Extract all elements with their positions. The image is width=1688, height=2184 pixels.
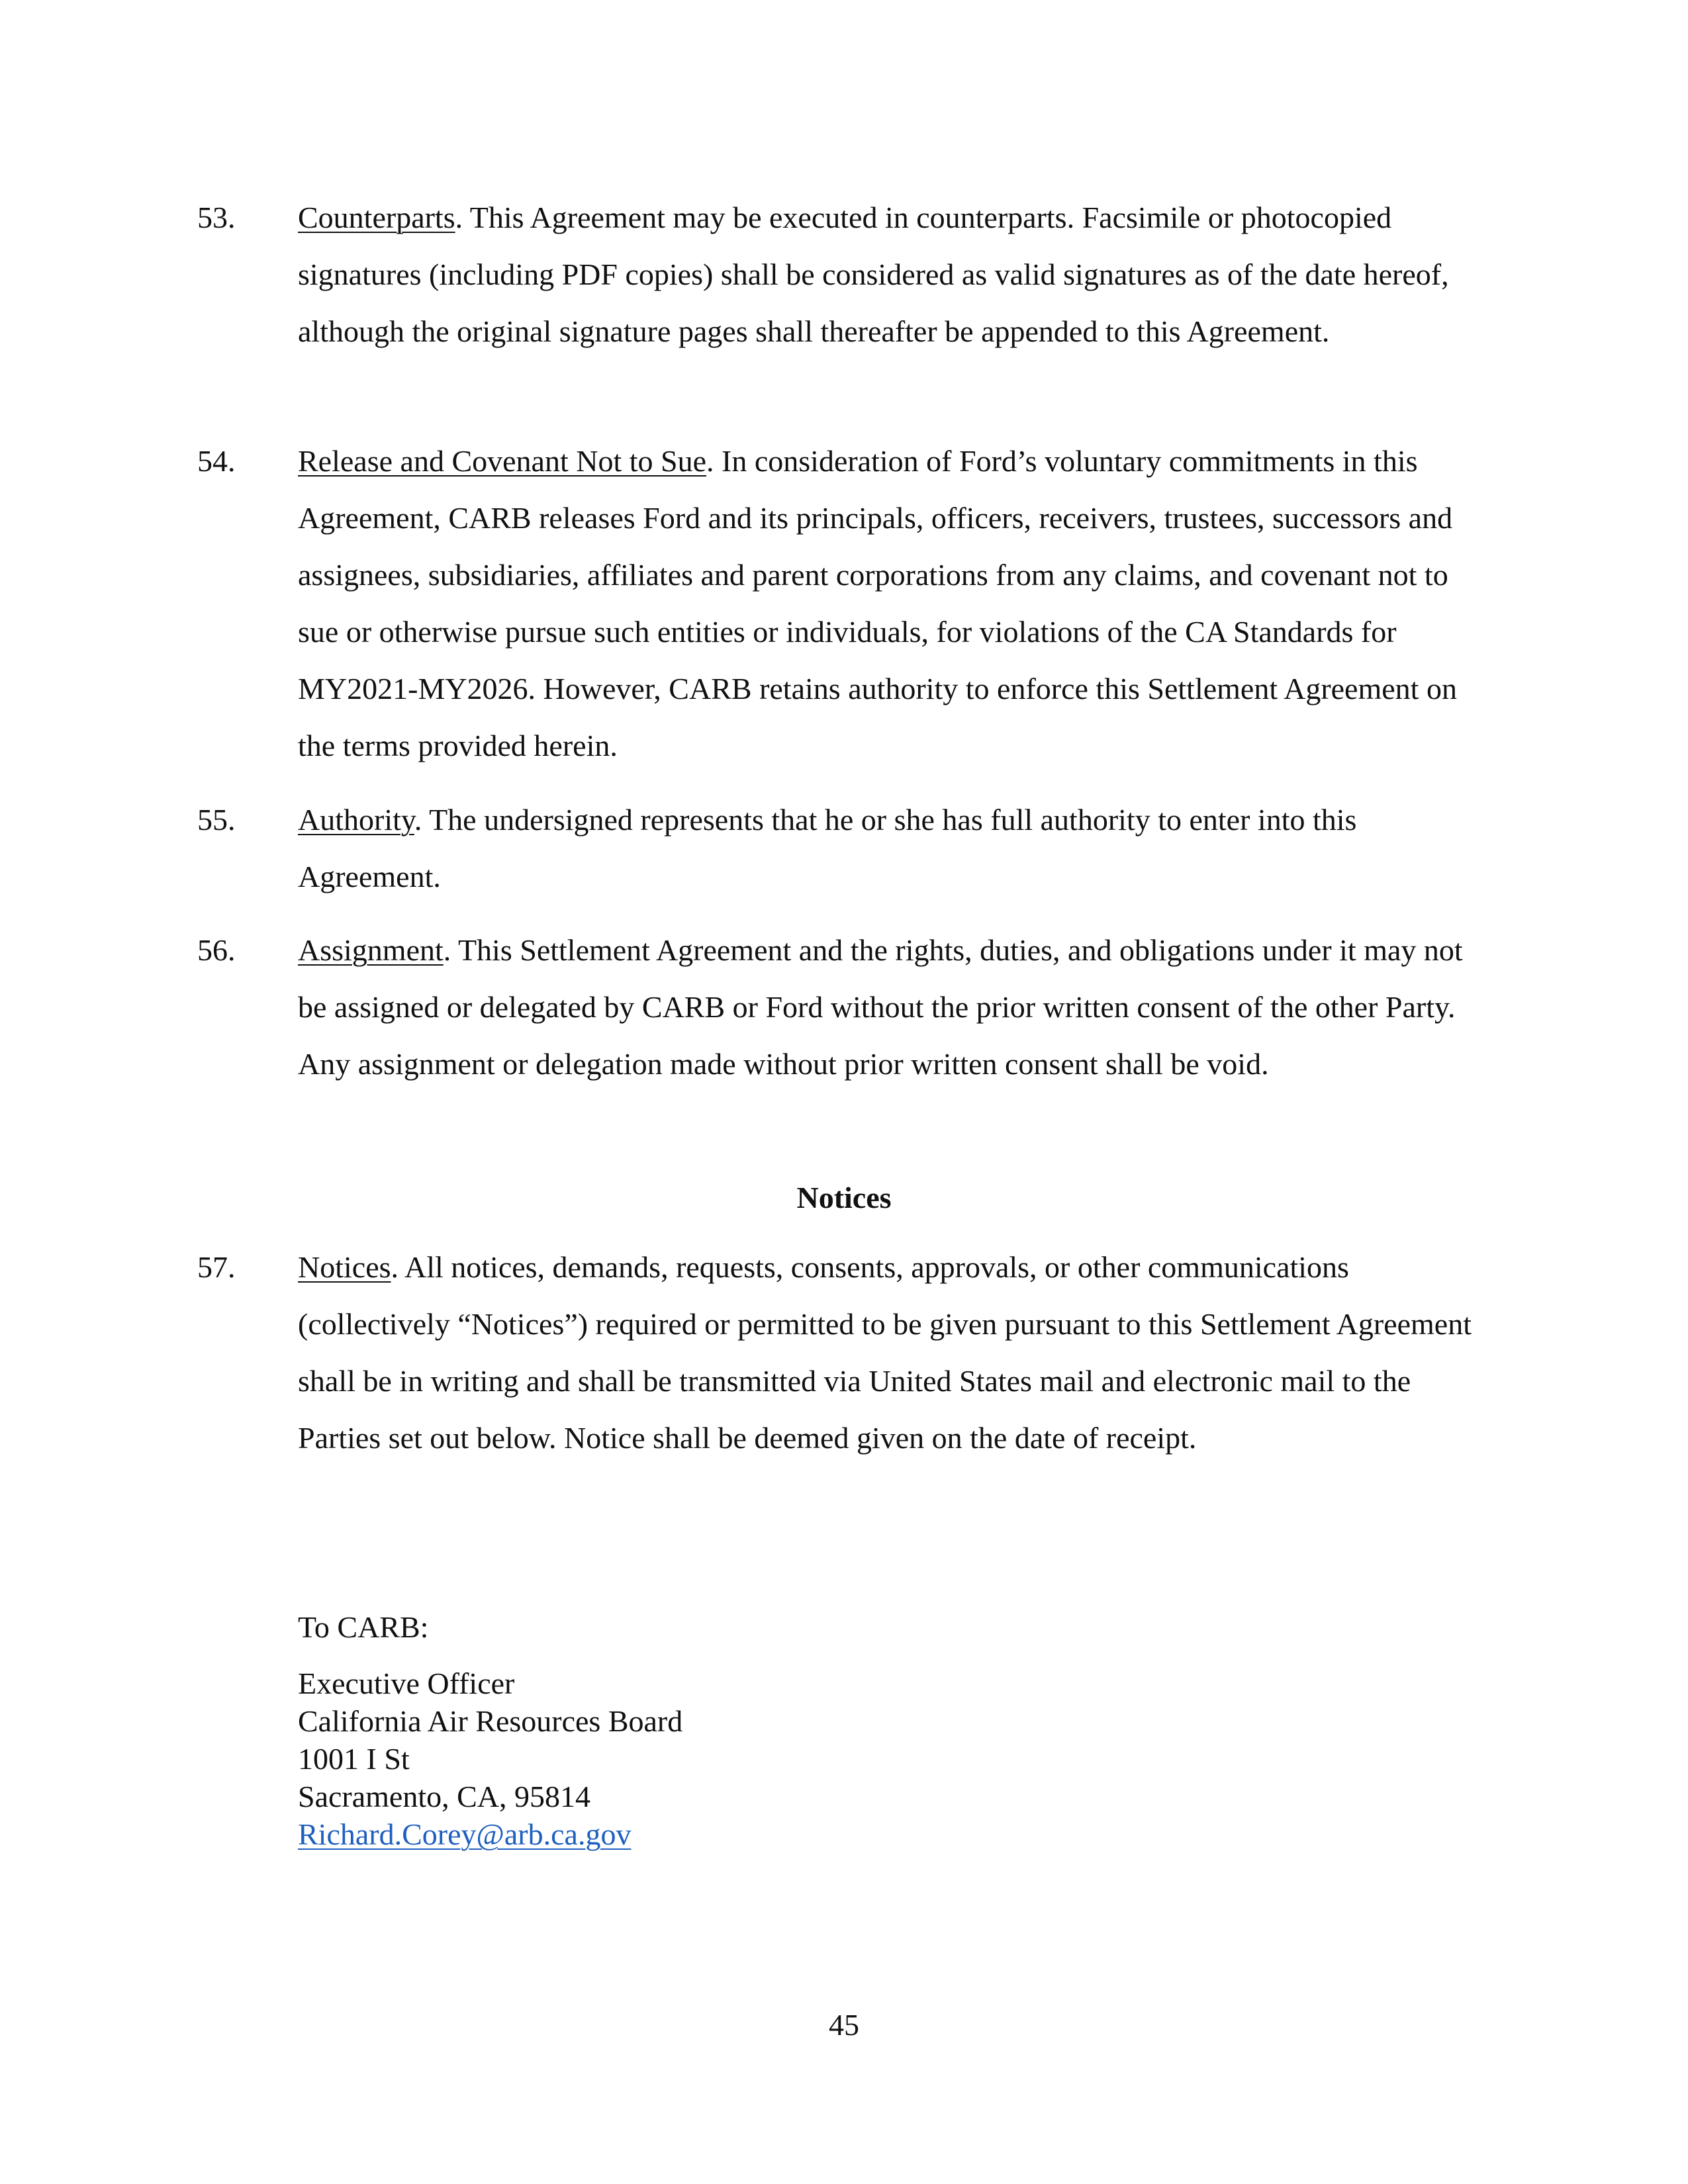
paragraph-number: 57. — [197, 1250, 236, 1284]
paragraph-body — [298, 922, 1476, 1093]
paragraph-heading: Assignment — [298, 933, 444, 967]
page-number: 45 — [829, 2008, 859, 2042]
paragraph-body — [298, 433, 1476, 774]
paragraph-number: 54. — [197, 444, 236, 478]
paragraph-number: 55. — [197, 803, 236, 837]
paragraph-text: . The undersigned represents that he or she has full authority to enter into this Agreement. — [298, 803, 1357, 893]
paragraph-55 — [197, 792, 1521, 905]
paragraph-heading: Authority — [298, 803, 414, 837]
paragraph-text: . This Settlement Agreement and the rights, duties, and obligations under it may not be assigned or delegated by CARB or Ford without the prior written consent of the other Party. Any assignment or delegation made without prior written consent shall be void. — [298, 933, 1463, 1081]
paragraph-53 — [197, 189, 1521, 360]
address-block — [298, 1608, 682, 1853]
address-line: Sacramento, CA, 95814 — [298, 1780, 591, 1813]
address-line: 1001 I St — [298, 1742, 410, 1776]
paragraph-heading: Counterparts — [298, 201, 455, 234]
email-link[interactable]: Richard.Corey@arb.ca.gov — [298, 1817, 632, 1851]
paragraph-heading: Notices — [298, 1250, 391, 1284]
paragraph-number: 53. — [197, 201, 236, 234]
paragraph-text: . This Agreement may be executed in counterparts. Facsimile or photocopied signatures (including PDF copies) shall be considered as valid signatures as of the date hereof, although the original signature pages shall thereafter be appended to this Agreement. — [298, 201, 1449, 348]
paragraph-body — [298, 792, 1476, 905]
section-title: Notices — [796, 1181, 892, 1214]
paragraph-heading: Release and Covenant Not to Sue — [298, 444, 707, 478]
paragraph-text: . In consideration of Ford’s voluntary commitments in this Agreement, CARB releases Ford and its principals, officers, receivers, trustees, successors and assignees, subsidiaries, affiliates and parent corporations from any claims, and covenant not to sue or otherwise pursue such entities or individuals, for violations of the CA Standards for MY2021-MY2026. However, CARB retains authority to enforce this Settlement Agreement on the terms provided herein. — [298, 444, 1457, 762]
paragraph-54 — [197, 433, 1521, 774]
paragraph-body — [298, 189, 1476, 360]
paragraph-body — [298, 1239, 1476, 1467]
address-line: Executive Officer — [298, 1666, 515, 1700]
paragraph-text: . All notices, demands, requests, consents, approvals, or other communications (collectively “Notices”) required or permitted to be given pursuant to this Settlement Agreement shall be in writing and shall be transmitted via United States mail and electronic mail to the Parties set out below. Notice shall be deemed given on the date of receipt. — [298, 1250, 1472, 1455]
paragraph-57 — [197, 1239, 1521, 1467]
paragraph-56 — [197, 922, 1521, 1093]
address-line: California Air Resources Board — [298, 1704, 683, 1738]
address-recipient-label: To CARB: — [298, 1610, 429, 1644]
paragraph-number: 56. — [197, 933, 236, 967]
